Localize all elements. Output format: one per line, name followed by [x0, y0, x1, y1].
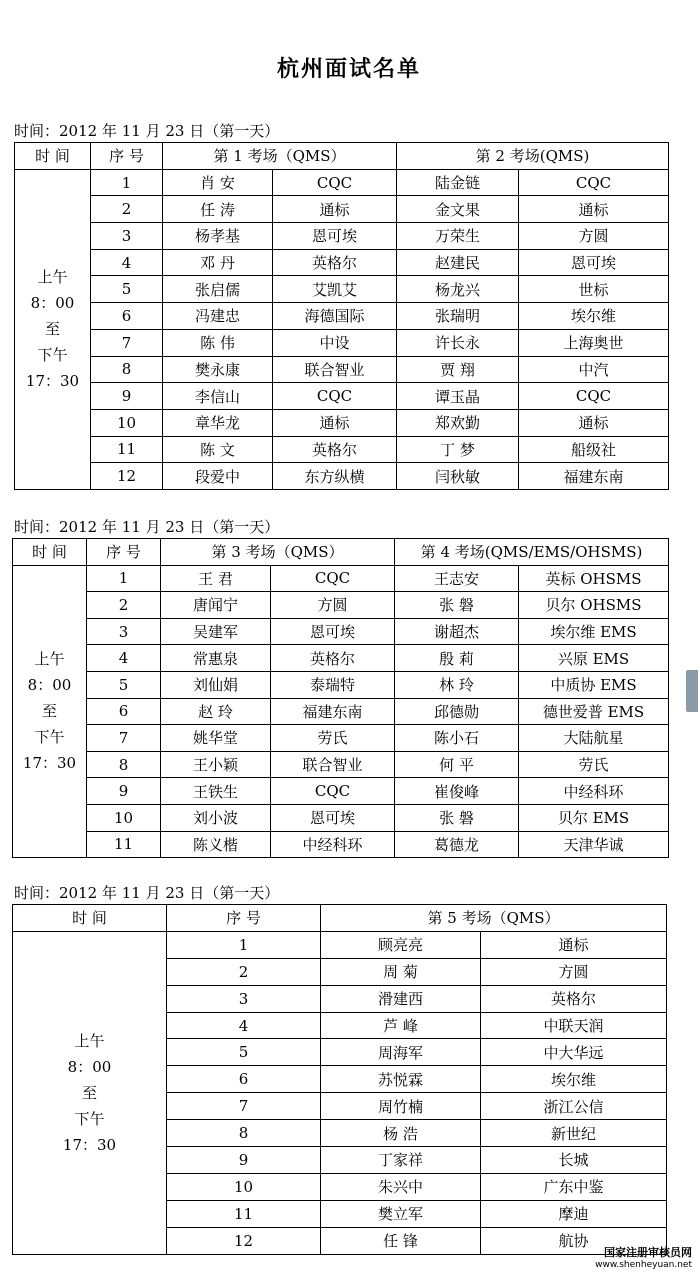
org-cell: 恩可埃 — [271, 804, 395, 831]
name-cell: 谢超杰 — [395, 618, 519, 645]
name-cell: 何 平 — [395, 751, 519, 778]
seq-cell: 11 — [91, 436, 163, 463]
name-cell: 樊立军 — [321, 1200, 481, 1227]
org-cell: 劳氏 — [271, 725, 395, 752]
time-period-line: 17：30 — [62, 1135, 117, 1154]
seq-cell: 4 — [91, 249, 163, 276]
org-cell: CQC — [519, 169, 669, 196]
name-cell: 段爱中 — [163, 463, 273, 490]
side-scroll-tab[interactable] — [686, 670, 698, 712]
seq-cell: 10 — [167, 1173, 321, 1200]
org-cell: CQC — [273, 383, 397, 410]
org-cell: 大陆航星 — [519, 725, 669, 752]
name-cell: 丁 梦 — [397, 436, 519, 463]
org-cell: 方圆 — [519, 223, 669, 250]
name-cell: 丁家祥 — [321, 1147, 481, 1174]
name-cell: 陈 文 — [163, 436, 273, 463]
section-2-time: 时间：2012 年 11 月 23 日（第一天） — [14, 518, 280, 536]
org-cell: 德世爱普 EMS — [519, 698, 669, 725]
seq-cell: 9 — [167, 1147, 321, 1174]
org-cell: 方圆 — [271, 592, 395, 619]
name-cell: 章华龙 — [163, 409, 273, 436]
time-period-line: 至 — [44, 320, 60, 339]
name-cell: 冯建忠 — [163, 303, 273, 330]
schedule-table-1 — [14, 142, 669, 490]
seq-cell: 12 — [91, 463, 163, 490]
table-row — [15, 223, 669, 250]
seq-cell: 1 — [87, 565, 161, 592]
name-cell: 陆金链 — [397, 169, 519, 196]
seq-cell: 10 — [91, 409, 163, 436]
time-period-cell — [13, 565, 87, 858]
seq-cell: 2 — [87, 592, 161, 619]
seq-cell: 4 — [167, 1012, 321, 1039]
col-header-room-3: 第 3 考场（QMS） — [161, 539, 395, 566]
org-cell: 天津华诚 — [519, 831, 669, 858]
seq-cell: 3 — [167, 985, 321, 1012]
seq-cell: 6 — [167, 1066, 321, 1093]
name-cell: 滑建西 — [321, 985, 481, 1012]
org-cell: 中经科环 — [271, 831, 395, 858]
org-cell: 中质协 EMS — [519, 671, 669, 698]
seq-cell: 8 — [91, 356, 163, 383]
org-cell: CQC — [519, 383, 669, 410]
table-row — [13, 645, 669, 672]
name-cell: 邱德勋 — [395, 698, 519, 725]
name-cell: 闫秋敏 — [397, 463, 519, 490]
table-row — [15, 196, 669, 223]
name-cell: 周海军 — [321, 1039, 481, 1066]
name-cell: 谭玉晶 — [397, 383, 519, 410]
col-header-room-5: 第 5 考场（QMS） — [321, 905, 667, 932]
name-cell: 殷 莉 — [395, 645, 519, 672]
name-cell: 赵建民 — [397, 249, 519, 276]
table-row — [15, 303, 669, 330]
name-cell: 姚华堂 — [161, 725, 271, 752]
name-cell: 吴建军 — [161, 618, 271, 645]
name-cell: 张 磐 — [395, 804, 519, 831]
name-cell: 邓 丹 — [163, 249, 273, 276]
org-cell: 长城 — [481, 1147, 667, 1174]
table-row — [13, 618, 669, 645]
name-cell: 许长永 — [397, 329, 519, 356]
org-cell: 恩可埃 — [271, 618, 395, 645]
seq-cell: 9 — [91, 383, 163, 410]
org-cell: 福建东南 — [271, 698, 395, 725]
name-cell: 陈小石 — [395, 725, 519, 752]
time-period-line: 17：30 — [25, 372, 80, 391]
table-row — [13, 931, 667, 958]
org-cell: 恩可埃 — [273, 223, 397, 250]
org-cell: 贝尔 EMS — [519, 804, 669, 831]
table-row — [15, 249, 669, 276]
seq-cell: 10 — [87, 804, 161, 831]
name-cell: 王 君 — [161, 565, 271, 592]
seq-cell: 8 — [87, 751, 161, 778]
seq-cell: 12 — [167, 1227, 321, 1254]
name-cell: 杨 浩 — [321, 1120, 481, 1147]
name-cell: 金文果 — [397, 196, 519, 223]
time-period-line: 8：00 — [27, 676, 72, 695]
col-header-seq: 序 号 — [167, 905, 321, 932]
time-period-line: 下午 — [34, 728, 65, 747]
table-row — [13, 778, 669, 805]
name-cell: 郑欢勤 — [397, 409, 519, 436]
seq-cell: 1 — [167, 931, 321, 958]
name-cell: 肖 安 — [163, 169, 273, 196]
col-header-time: 时 间 — [15, 143, 91, 170]
seq-cell: 5 — [167, 1039, 321, 1066]
time-period-cell — [15, 169, 91, 489]
org-cell: 广东中鉴 — [481, 1173, 667, 1200]
org-cell: 航协 — [481, 1227, 667, 1254]
col-header-time: 时 间 — [13, 905, 167, 932]
time-period-line: 下午 — [37, 346, 68, 365]
table-row — [15, 383, 669, 410]
name-cell: 贾 翔 — [397, 356, 519, 383]
org-cell: 新世纪 — [481, 1120, 667, 1147]
time-period-line: 至 — [81, 1083, 97, 1102]
name-cell: 张 磐 — [395, 592, 519, 619]
time-period-line: 17：30 — [22, 754, 77, 773]
name-cell: 任 锋 — [321, 1227, 481, 1254]
table-row — [15, 409, 669, 436]
time-period-cell — [13, 931, 167, 1254]
name-cell: 常惠泉 — [161, 645, 271, 672]
name-cell: 刘仙娟 — [161, 671, 271, 698]
col-header-room-1: 第 1 考场（QMS） — [163, 143, 397, 170]
org-cell: 世标 — [519, 276, 669, 303]
table-row — [13, 751, 669, 778]
watermark — [595, 1244, 692, 1270]
section-1-time: 时间：2012 年 11 月 23 日（第一天） — [14, 122, 280, 140]
time-period-line: 下午 — [74, 1109, 105, 1128]
org-cell: 兴原 EMS — [519, 645, 669, 672]
org-cell: 船级社 — [519, 436, 669, 463]
time-period-line: 上午 — [37, 268, 68, 287]
time-period-line: 8：00 — [30, 294, 75, 313]
org-cell: CQC — [273, 169, 397, 196]
seq-cell: 7 — [167, 1093, 321, 1120]
org-cell: 联合智业 — [273, 356, 397, 383]
name-cell: 苏悦霖 — [321, 1066, 481, 1093]
table-row — [15, 169, 669, 196]
table-row — [13, 671, 669, 698]
schedule-table-3 — [12, 904, 667, 1255]
name-cell: 朱兴中 — [321, 1173, 481, 1200]
org-cell: 埃尔维 EMS — [519, 618, 669, 645]
section-3-time: 时间：2012 年 11 月 23 日（第一天） — [14, 884, 280, 902]
seq-cell: 3 — [91, 223, 163, 250]
name-cell: 陈 伟 — [163, 329, 273, 356]
org-cell: 恩可埃 — [519, 249, 669, 276]
name-cell: 赵 玲 — [161, 698, 271, 725]
name-cell: 张启儒 — [163, 276, 273, 303]
name-cell: 樊永康 — [163, 356, 273, 383]
org-cell: 通标 — [273, 196, 397, 223]
seq-cell: 1 — [91, 169, 163, 196]
col-header-time: 时 间 — [13, 539, 87, 566]
table-body-3 — [13, 931, 667, 1254]
seq-cell: 9 — [87, 778, 161, 805]
org-cell: 东方纵横 — [273, 463, 397, 490]
org-cell: 英格尔 — [273, 249, 397, 276]
time-period-line: 8：00 — [67, 1057, 112, 1076]
org-cell: 海德国际 — [273, 303, 397, 330]
name-cell: 王铁生 — [161, 778, 271, 805]
name-cell: 周 菊 — [321, 958, 481, 985]
seq-cell: 5 — [87, 671, 161, 698]
org-cell: 埃尔维 — [481, 1066, 667, 1093]
table-row — [15, 356, 669, 383]
org-cell: 英格尔 — [273, 436, 397, 463]
name-cell: 李信山 — [163, 383, 273, 410]
name-cell: 唐闻宁 — [161, 592, 271, 619]
org-cell: 中经科环 — [519, 778, 669, 805]
org-cell: 艾凯艾 — [273, 276, 397, 303]
name-cell: 芦 峰 — [321, 1012, 481, 1039]
table-row — [15, 436, 669, 463]
org-cell: 泰瑞特 — [271, 671, 395, 698]
table-body-2 — [13, 565, 669, 858]
org-cell: 中联天润 — [481, 1012, 667, 1039]
seq-cell: 7 — [91, 329, 163, 356]
table-body-1 — [15, 169, 669, 489]
page-title: 杭州面试名单 — [276, 56, 421, 82]
org-cell: 中设 — [273, 329, 397, 356]
org-cell: 中汽 — [519, 356, 669, 383]
name-cell: 周竹楠 — [321, 1093, 481, 1120]
seq-cell: 8 — [167, 1120, 321, 1147]
table-row — [15, 276, 669, 303]
name-cell: 林 玲 — [395, 671, 519, 698]
org-cell: 通标 — [519, 409, 669, 436]
name-cell: 任 涛 — [163, 196, 273, 223]
table-row — [13, 804, 669, 831]
org-cell: CQC — [271, 565, 395, 592]
seq-cell: 6 — [87, 698, 161, 725]
time-period-line: 上午 — [74, 1031, 105, 1050]
col-header-room-2: 第 2 考场(QMS) — [397, 143, 669, 170]
org-cell: 英格尔 — [481, 985, 667, 1012]
table-row — [13, 725, 669, 752]
org-cell: 英标 OHSMS — [519, 565, 669, 592]
seq-cell: 6 — [91, 303, 163, 330]
org-cell: 中大华远 — [481, 1039, 667, 1066]
seq-cell: 2 — [91, 196, 163, 223]
org-cell: 浙江公信 — [481, 1093, 667, 1120]
seq-cell: 2 — [167, 958, 321, 985]
name-cell: 王志安 — [395, 565, 519, 592]
org-cell: 贝尔 OHSMS — [519, 592, 669, 619]
col-header-seq: 序 号 — [91, 143, 163, 170]
org-cell: 通标 — [481, 931, 667, 958]
seq-cell: 3 — [87, 618, 161, 645]
name-cell: 杨龙兴 — [397, 276, 519, 303]
col-header-room-4: 第 4 考场(QMS/EMS/OHSMS) — [395, 539, 669, 566]
org-cell: 通标 — [519, 196, 669, 223]
watermark-url: www.shenheyuan.net — [595, 1260, 692, 1270]
name-cell: 万荣生 — [397, 223, 519, 250]
col-header-seq: 序 号 — [87, 539, 161, 566]
org-cell: 联合智业 — [271, 751, 395, 778]
org-cell: 福建东南 — [519, 463, 669, 490]
org-cell: 劳氏 — [519, 751, 669, 778]
seq-cell: 11 — [167, 1200, 321, 1227]
name-cell: 刘小波 — [161, 804, 271, 831]
table-row — [15, 463, 669, 490]
table-row — [15, 329, 669, 356]
table-row — [13, 565, 669, 592]
name-cell: 陈义楷 — [161, 831, 271, 858]
table-row — [13, 592, 669, 619]
time-period-line: 至 — [41, 702, 57, 721]
org-cell: 英格尔 — [271, 645, 395, 672]
org-cell: 摩迪 — [481, 1200, 667, 1227]
org-cell: 上海奥世 — [519, 329, 669, 356]
seq-cell: 7 — [87, 725, 161, 752]
table-row — [13, 831, 669, 858]
org-cell: 通标 — [273, 409, 397, 436]
org-cell: 埃尔维 — [519, 303, 669, 330]
name-cell: 张瑞明 — [397, 303, 519, 330]
name-cell: 崔俊峰 — [395, 778, 519, 805]
org-cell: CQC — [271, 778, 395, 805]
seq-cell: 4 — [87, 645, 161, 672]
schedule-table-2 — [12, 538, 669, 858]
table-row — [13, 698, 669, 725]
org-cell: 方圆 — [481, 958, 667, 985]
time-period-line: 上午 — [34, 650, 65, 669]
seq-cell: 5 — [91, 276, 163, 303]
watermark-site-name: 国家注册审核员网 — [604, 1246, 692, 1259]
name-cell: 顾亮亮 — [321, 931, 481, 958]
name-cell: 葛德龙 — [395, 831, 519, 858]
name-cell: 杨孝基 — [163, 223, 273, 250]
seq-cell: 11 — [87, 831, 161, 858]
name-cell: 王小颖 — [161, 751, 271, 778]
